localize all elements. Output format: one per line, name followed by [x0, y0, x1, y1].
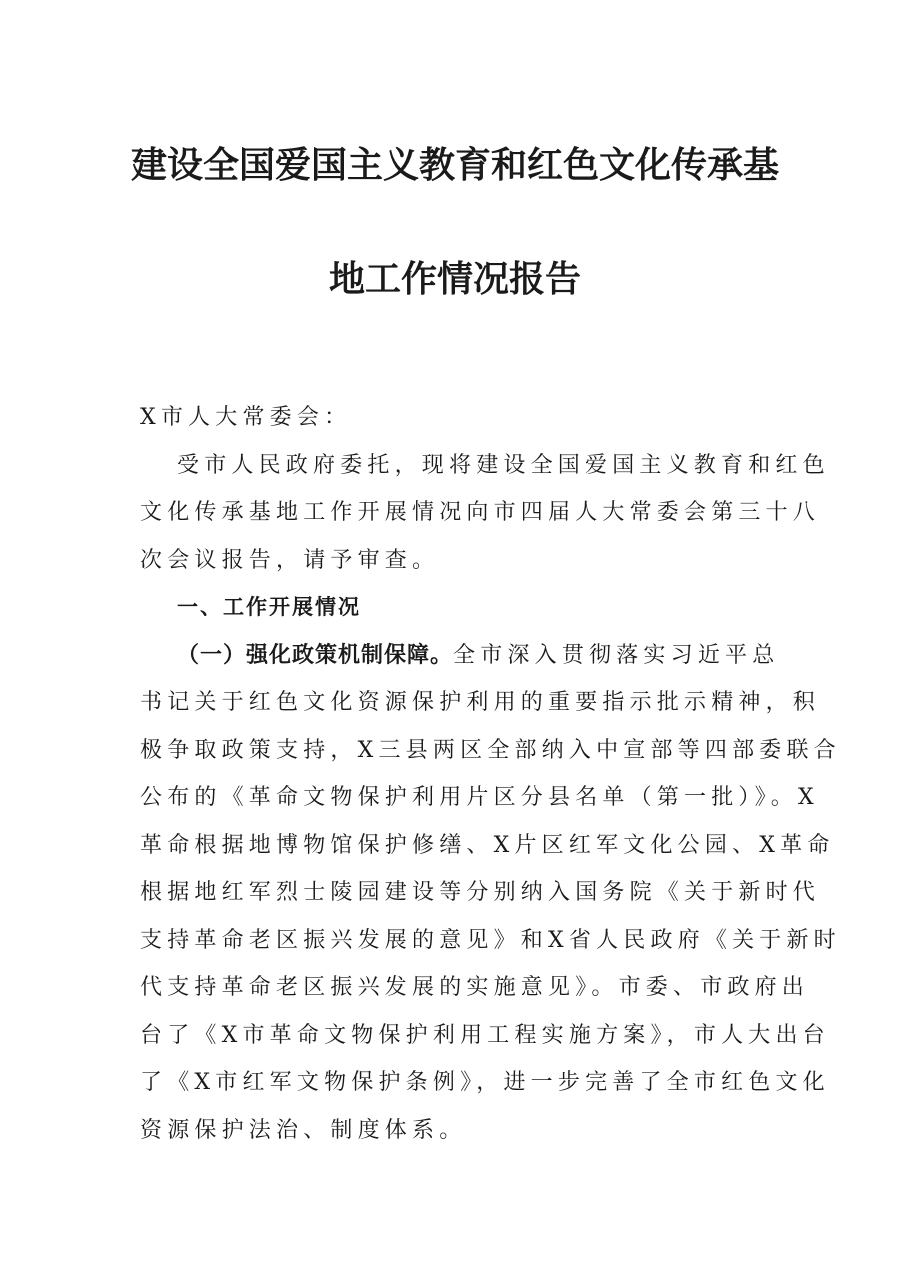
- subsection-first-line-text: 全市深入贯彻落实习近平总: [453, 642, 780, 668]
- document-body: [140, 394, 841, 1154]
- salutation: X市人大常委会：: [140, 405, 352, 430]
- document-title-line-1: 建设全国爱国主义教育和红色文化传承基: [130, 145, 779, 186]
- paragraph-line: 支持革命老区振兴发展的意见》和X省人民政府《关于新时: [140, 927, 841, 953]
- paragraph-line: 极争取政策支持，X三县两区全部纳入中宣部等四部委联合: [140, 737, 841, 763]
- paragraph-line: 资源保护法治、制度体系。: [140, 1117, 467, 1143]
- intro-line: 受市人民政府委托，现将建设全国爱国主义教育和红色: [177, 452, 830, 478]
- section-heading: 一、工作开展情况: [177, 595, 361, 619]
- subsection-first-line: [140, 632, 780, 680]
- intro-line: 文化传承基地工作开展情况向市四届人大常委会第三十八: [140, 500, 821, 525]
- paragraph-line: 书记关于红色文化资源保护利用的重要指示批示精神，积: [140, 690, 821, 715]
- intro-paragraph: [140, 442, 830, 585]
- document-title-line-2: 地工作情况报告: [328, 259, 581, 300]
- intro-line: 次会议报告，请予审查。: [140, 547, 440, 573]
- paragraph-line: 公布的《革命文物保护利用片区分县名单（第一批）》。X: [140, 785, 819, 810]
- paragraph-line: 了《X市红军文物保护条例》，进一步完善了全市红色文化: [140, 1070, 830, 1095]
- subsection-paragraph: [140, 632, 841, 1155]
- subsection-lead: （一）强化政策机制保障。: [177, 642, 454, 668]
- paragraph-line: 台了《X市革命文物保护利用工程实施方案》，市人大出台: [140, 1022, 830, 1048]
- paragraph-line: 根据地红军烈士陵园建设等分别纳入国务院《关于新时代: [140, 880, 821, 905]
- paragraph-line: 革命根据地博物馆保护修缮、X片区红军文化公园、X革命: [140, 832, 835, 858]
- paragraph-line: 代支持革命老区振兴发展的实施意见》。市委、市政府出: [140, 975, 810, 1000]
